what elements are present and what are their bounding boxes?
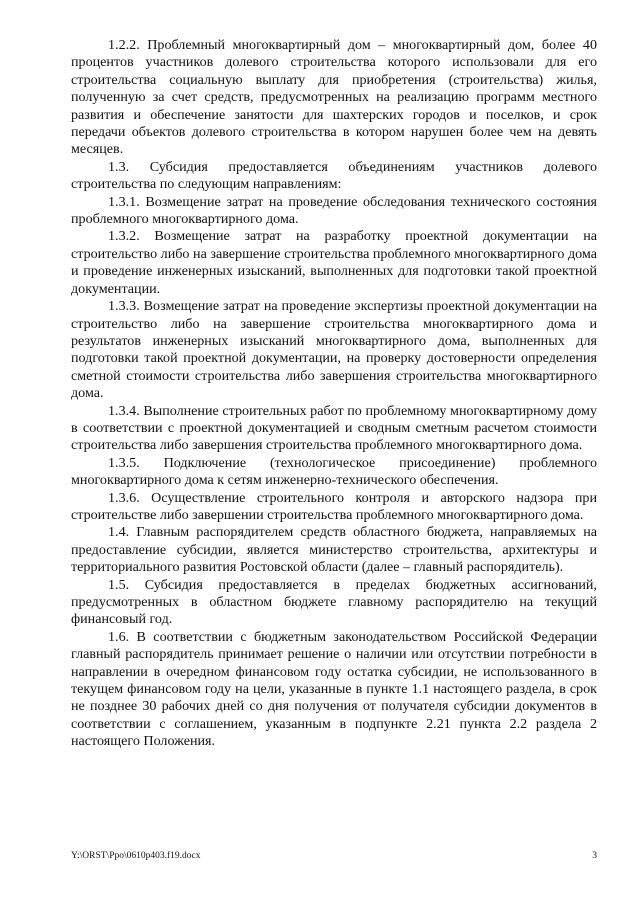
paragraph-1-3-4: 1.3.4. Выполнение строительных работ по проблемному многоквартирному дому в соответствии с проектной документацией и сводным сметным расчетом стоимости строительства либо завершения строительства проблемного многоквартирного дома. bbox=[71, 402, 597, 454]
paragraph-1-4: 1.4. Главным распорядителем средств областного бюджета, направляемых на предоставление субсидии, является министерство строительства, архитектуры и территориального развития Ростовской области (далее – главный распорядитель). bbox=[71, 524, 597, 576]
paragraph-1-5: 1.5. Субсидия предоставляется в пределах бюджетных ассигнований, предусмотренных в областном бюджете главному распорядителю на текущий финансовый год. bbox=[71, 576, 597, 628]
page-number: 3 bbox=[592, 851, 597, 861]
document-body bbox=[71, 37, 597, 751]
paragraph-1-3-6: 1.3.6. Осуществление строительного контроля и авторского надзора при строительстве либо завершении строительства проблемного многоквартирного дома. bbox=[71, 489, 597, 523]
paragraph-1-3-2: 1.3.2. Возмещение затрат на разработку проектной документации на строительство либо на завершение строительства проблемного многоквартирного дома и проведение инженерных изысканий, выполненных для подготовки такой проектной документации. bbox=[71, 228, 597, 297]
paragraph-1-2-2: 1.2.2. Проблемный многоквартирный дом – многоквартирный дом, более 40 процентов участников долевого строительства которого использовали для его строительства социальную выплату для приобретения (строительства) жилья, полученную за счет средств, предусмотренных на реализацию программ местного развития и обеспечение занятости для шахтерских городов и поселков, и срок передачи объектов долевого строительства в котором нарушен более чем на девять месяцев. bbox=[71, 37, 597, 158]
paragraph-1-6: 1.6. В соответствии с бюджетным законодательством Российской Федерации главный распорядитель принимает решение о наличии или отсутствии потребности в направлении в очередном финансовом году остатка субсидии, не использованного в текущем финансовом году на цели, указанные в пункте 1.1 настоящего раздела, в срок не позднее 30 рабочих дней со дня получения от получателя субсидии документов в соответствии с соглашением, указанным в подпункте 2.21 пункта 2.2 раздела 2 настоящего Положения. bbox=[71, 628, 597, 750]
paragraph-1-3: 1.3. Субсидия предоставляется объединениям участников долевого строительства по следующим направлениям: bbox=[71, 158, 597, 193]
paragraph-1-3-3: 1.3.3. Возмещение затрат на проведение экспертизы проектной документации на строительство либо на завершение строительства многоквартирного дома и результатов инженерных изысканий многоквартирного дома, выполненных для подготовки такой проектной документации, на проверку достоверности определения сметной стоимости строительства либо завершения строительства многоквартирного дома. bbox=[71, 298, 597, 402]
paragraph-1-3-5: 1.3.5. Подключение (технологическое присоединение) проблемного многоквартирного дома к сетям инженерно-технического обеспечения. bbox=[71, 454, 597, 489]
page-footer bbox=[71, 849, 597, 863]
paragraph-1-3-1: 1.3.1. Возмещение затрат на проведение обследования технического состояния проблемного многоквартирного дома. bbox=[71, 193, 597, 228]
file-path: Y:\ORST\Ppo\0610p403.f19.docx bbox=[71, 851, 201, 861]
